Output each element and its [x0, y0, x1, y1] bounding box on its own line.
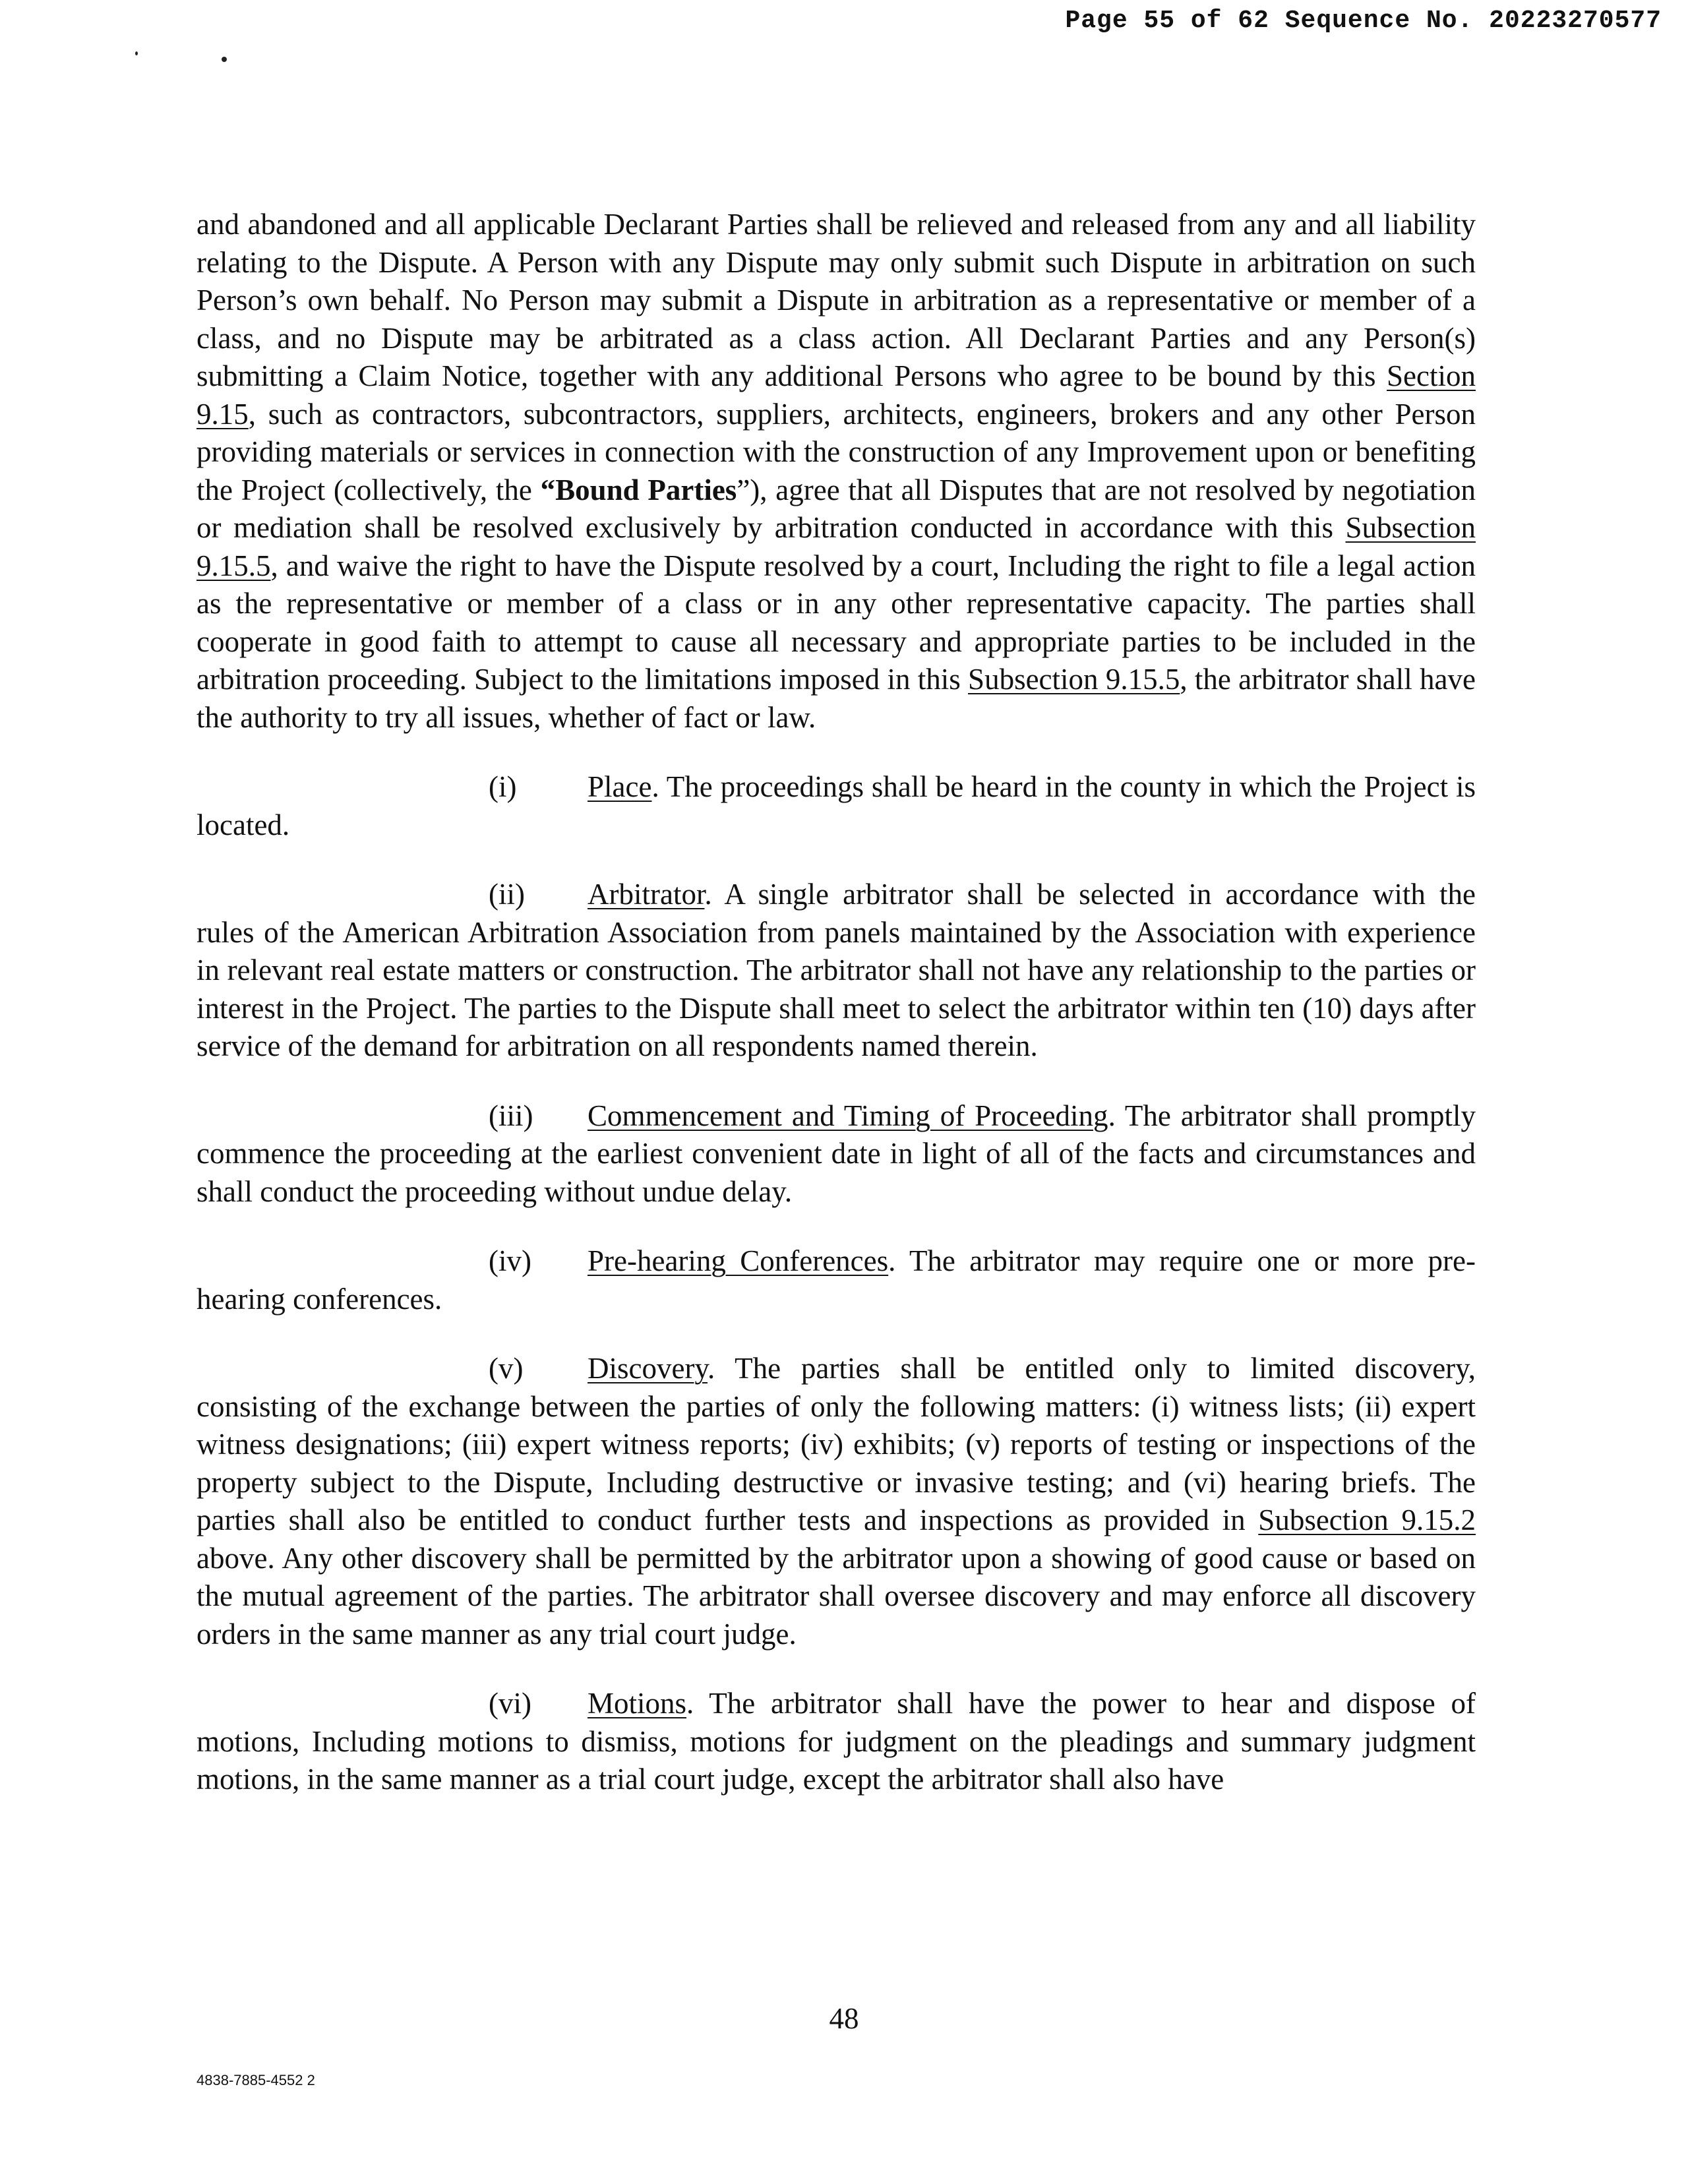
clause-discovery: (v) Discovery. The parties shall be entitled only to limited discovery, consisting of the exchange between the parties of only the following matters: (i) witness lists; (ii) expert witness designations; (iii) expert witness reports; (iv) exhibits; (v) reports of testing or inspections of the property subject to the Dispute, Including destructive or invasive testing; and (vi) hearing briefs. The parties shall also be entitled to conduct further tests and inspections as provided in Subsection 9.15.2 above. Any other discovery shall be permitted by the arbitrator upon a showing of good cause or based on the mutual agreement of the parties. The arbitrator shall oversee discovery and may enforce all discovery orders in the same manner as any trial court judge. [196, 1350, 1476, 1653]
section-reference: Subsection 9.15.2 [1258, 1503, 1476, 1536]
clause-number: (vi) [489, 1687, 531, 1720]
clause-number: (v) [489, 1352, 524, 1385]
clause-motions: (vi) Motions. The arbitrator shall have the power to hear and dispose of motions, Including motions to dismiss, motions for judgment on the pleadings and summary judgment motions, in the same manner as a trial court judge, except the arbitrator shall also have [196, 1685, 1476, 1799]
clause-arbitrator: (ii) Arbitrator. A single arbitrator shall be selected in accordance with the rules of the American Arbitration Association from panels maintained by the Association with experience in relevant real estate matters or construction. The arbitrator shall not have any relationship to the parties or interest in the Project. The parties to the Dispute shall meet to select the arbitrator within ten (10) days after service of the demand for arbitration on all respondents named therein. [196, 876, 1476, 1066]
clause-heading: Commencement and Timing of Proceeding [588, 1099, 1108, 1132]
intro-paragraph: and abandoned and all applicable Declarant Parties shall be relieved and released from any and all liability relating to the Dispute. A Person with any Dispute may only submit such Dispute in arbitration on such Person’s own behalf. No Person may submit a Dispute in arbitration as a representative or member of a class, and no Dispute may be arbitrated as a class action. All Declarant Parties and any Person(s) submitting a Claim Notice, together with any additional Persons who agree to be bound by this Section 9.15, such as contractors, subcontractors, suppliers, architects, engineers, brokers and any other Person providing materials or services in connection with the construction of any Improvement upon or benefiting the Project (collectively, the “Bound Parties”), agree that all Disputes that are not resolved by negotiation or mediation shall be resolved exclusively by arbitration conducted in accordance with this Subsection 9.15.5, and waive the right to have the Dispute resolved by a court, Including the right to file a legal action as the representative or member of a class or in any other representative capacity. The parties shall cooperate in good faith to attempt to cause all necessary and appropriate parties to be included in the arbitration proceeding. Subject to the limitations imposed in this Subsection 9.15.5, the arbitrator shall have the authority to try all issues, whether of fact or law. [196, 208, 1476, 734]
recording-stamp: Page 55 of 62 Sequence No. 20223270577 [1065, 7, 1662, 35]
clause-heading: Arbitrator [588, 878, 705, 911]
clause-number: (iv) [489, 1244, 531, 1277]
section-reference: Subsection 9.15.5 [196, 511, 1476, 582]
scan-speck [222, 57, 227, 62]
clause-prehearing: (iv) Pre-hearing Conferences. The arbitrator may require one or more pre-hearing conferences. [196, 1242, 1476, 1318]
clause-heading: Pre-hearing Conferences [588, 1244, 889, 1277]
section-reference: Section 9.15 [196, 359, 1476, 431]
clause-number: (iii) [489, 1099, 533, 1132]
section-reference: Subsection 9.15.5 [968, 663, 1180, 696]
clause-place: (i) Place. The proceedings shall be heard in the county in which the Project is located. [196, 768, 1476, 844]
clause-heading: Motions [588, 1687, 687, 1720]
document-body [196, 206, 1476, 1831]
clause-number: (i) [489, 770, 517, 803]
clause-heading: Discovery [588, 1352, 708, 1385]
clause-commencement: (iii) Commencement and Timing of Proceeding. The arbitrator shall promptly commence the proceeding at the earliest convenient date in light of all of the facts and circumstances and shall conduct the proceeding without undue delay. [196, 1097, 1476, 1211]
page-number: 48 [829, 2002, 859, 2035]
scan-speck [135, 51, 138, 55]
document-id: 4838-7885-4552 2 [196, 2072, 315, 2088]
defined-term: “Bound Parties [540, 473, 737, 506]
clause-heading: Place [588, 770, 652, 803]
clause-number: (ii) [489, 878, 525, 911]
